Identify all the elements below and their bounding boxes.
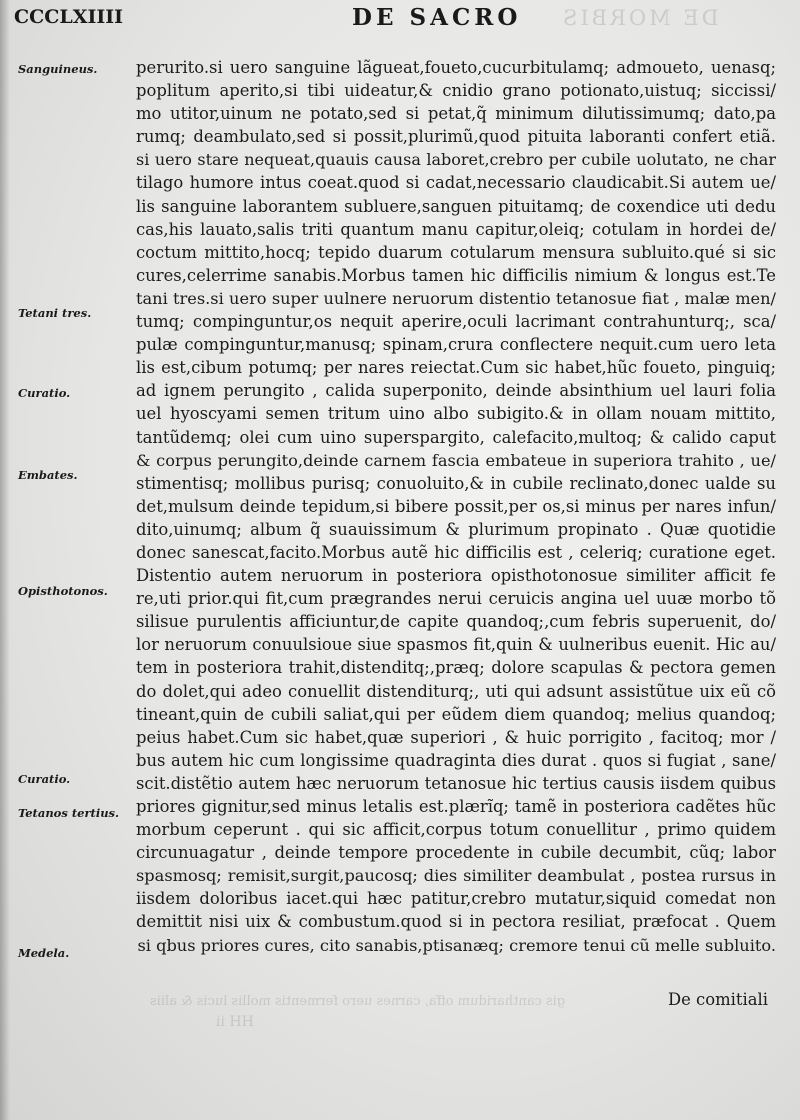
- text-line: morbum ceperunt . qui sic afficit,corpus totum conuellitur , primo quidem: [136, 820, 776, 840]
- text-line: det,mulsum deinde tepidum,si bibere possit,per os,si minus per nares infun/: [136, 496, 776, 516]
- text-line: scit.distẽtio autem hæc neruorum tetanosue hic tertius causis iisdem quibus: [136, 773, 776, 793]
- margin-note-tetanos-tertius: Tetanos tertius.: [18, 806, 120, 820]
- text-line: dito,uinumq; album q̃ suauissimum & plurimum propinato . Quæ quotidie: [136, 519, 776, 539]
- margin-note-curatio: Curatio.: [18, 386, 71, 400]
- text-line: tumq; compinguntur,os nequit aperire,oculi lacrimant contrahunturq;, sca/: [136, 312, 776, 332]
- text-line: coctum mittito,hocq; tepido duarum cotularum mensura subluito.qué si sic: [136, 242, 776, 262]
- gutter-shadow: [0, 0, 10, 1120]
- margin-note-sanguineus: Sanguineus.: [18, 62, 98, 76]
- text-line: cas,his lauato,salis triti quantum manu capitur,oleiq; cotulam in hordei de/: [136, 219, 776, 239]
- show-through-signature: HH ii: [216, 1014, 254, 1030]
- text-line: poplitum aperito,si tibi uideatur,& cnidio grano potionato,uistuq; siccissi/: [136, 81, 776, 101]
- catchword: De comitiali: [668, 990, 768, 1009]
- text-line: rumq; deambulato,sed si possit,plurimũ,quod pituita laboranti confert etiã.: [136, 127, 776, 147]
- running-title: DE SACRO: [352, 4, 522, 31]
- text-line: bus autem hic cum longissime quadraginta dies durat . quos si fugiat , sane/: [136, 750, 776, 770]
- text-line: re,uti prior.qui fit,cum prægrandes nerui ceruicis angina uel uuæ morbo tõ: [136, 589, 776, 609]
- text-line: tineant,quin de cubili saliat,qui per eũdem diem quandoq; melius quandoq;: [136, 704, 776, 724]
- text-line: lis est,cibum potumq; per nares reiectat.Cum sic habet,hũc foueto, pinguiq;: [136, 358, 776, 378]
- show-through-footer: gis cantharidum offa, carnes uero fermentis mollis lucis & aliis: [150, 994, 566, 1009]
- text-line: silisue purulentis afficiuntur,de capite quandoq;,cum febris superuenit, do/: [136, 612, 776, 632]
- text-line: uel hyoscyami semen tritum uino albo subigito.& in ollam nouam mittito,: [136, 404, 776, 424]
- text-line: circunuagatur , deinde tempore procedente in cubile decumbit, cũq; labor: [136, 843, 776, 863]
- text-line: peius habet.Cum sic habet,quæ superiori , & huic porrigito , facitoq; mor /: [136, 727, 776, 747]
- folio-number: CCCLXIIII: [14, 6, 124, 28]
- text-line: donec sanescat,facito.Morbus autẽ hic difficilis est , celeriq; curatione eget.: [136, 542, 776, 562]
- body-text: [136, 56, 776, 957]
- text-line: si uero stare nequeat,quauis causa laboret,crebro per cubile uolutato, ne char: [136, 150, 776, 170]
- text-line: tani tres.si uero super uulnere neruorum distentio tetanosue fiat , malæ men/: [136, 288, 776, 308]
- text-line: priores gignitur,sed minus letalis est.plærĩq; tamẽ in posteriora cadẽtes hũc: [136, 797, 776, 816]
- margin-note-curatio-2: Curatio.: [18, 772, 71, 786]
- text-line: spasmosq; remisit,surgit,paucosq; dies similiter deambulat , postea rursus in: [136, 866, 776, 886]
- margin-note-medela: Medela.: [18, 946, 70, 960]
- text-line: pulæ compinguntur,manusq; spinam,crura conflectere nequit.cum uero leta: [136, 335, 776, 355]
- text-line: tantũdemq; olei cum uino superspargito, calefacito,multoq; & calido caput: [136, 427, 776, 447]
- text-line: Distentio autem neruorum in posteriora opisthotonosue similiter afficit fe: [136, 566, 776, 586]
- show-through-header: DE MORBIS: [560, 6, 719, 30]
- text-line: perurito.si uero sanguine lãgueat,foueto,cucurbitulamq; admoueto, uenasq;: [136, 58, 776, 77]
- text-line: stimentisq; mollibus purisq; conuoluito,& in cubile reclinato,donec ualde su: [136, 473, 776, 493]
- text-line: tem in posteriora trahit,distenditq;,præq; dolore scapulas & pectora gemen: [136, 658, 776, 678]
- text-line: demittit nisi uix & combustum.quod si in pectora resiliat, præfocat . Quem: [136, 912, 776, 932]
- margin-note-opisthotonos: Opisthotonos.: [18, 584, 108, 598]
- margin-note-embates: Embates.: [18, 468, 78, 482]
- margin-note-tetani-tres: Tetani tres.: [18, 306, 92, 320]
- text-line: do dolet,qui adeo conuellit distenditurq;, uti qui adsunt assistũtue uix eũ cõ: [136, 681, 776, 701]
- text-line: tilago humore intus coeat.quod si cadat,necessario claudicabit.Si autem ue/: [136, 173, 776, 193]
- text-line: mo utitor,uinum ne potato,sed si petat,q̃ minimum dilutissimumq; dato,pa: [136, 104, 776, 124]
- text-line: lor neruorum conuulsioue siue spasmos fit,quin & uulneribus euenit. Hic au/: [136, 635, 776, 655]
- text-line: iisdem doloribus iacet.qui hæc patitur,crebro mutatur,siquid comedat non: [136, 889, 776, 909]
- text-line: & corpus perungito,deinde carnem fascia embateue in superiora trahito , ue/: [136, 450, 776, 470]
- text-line: cures,celerrime sanabis.Morbus tamen hic difficilis nimium & longus est.Te: [136, 265, 776, 285]
- text-line: si qbus priores cures, cito sanabis,ptisanæq; cremore tenui cũ melle subluito.: [137, 935, 776, 955]
- text-line: lis sanguine laborantem subluere,sanguen pituitamq; de coxendice uti dedu: [136, 196, 776, 216]
- text-line: ad ignem perungito , calida superponito, deinde absinthium uel lauri folia: [136, 381, 776, 401]
